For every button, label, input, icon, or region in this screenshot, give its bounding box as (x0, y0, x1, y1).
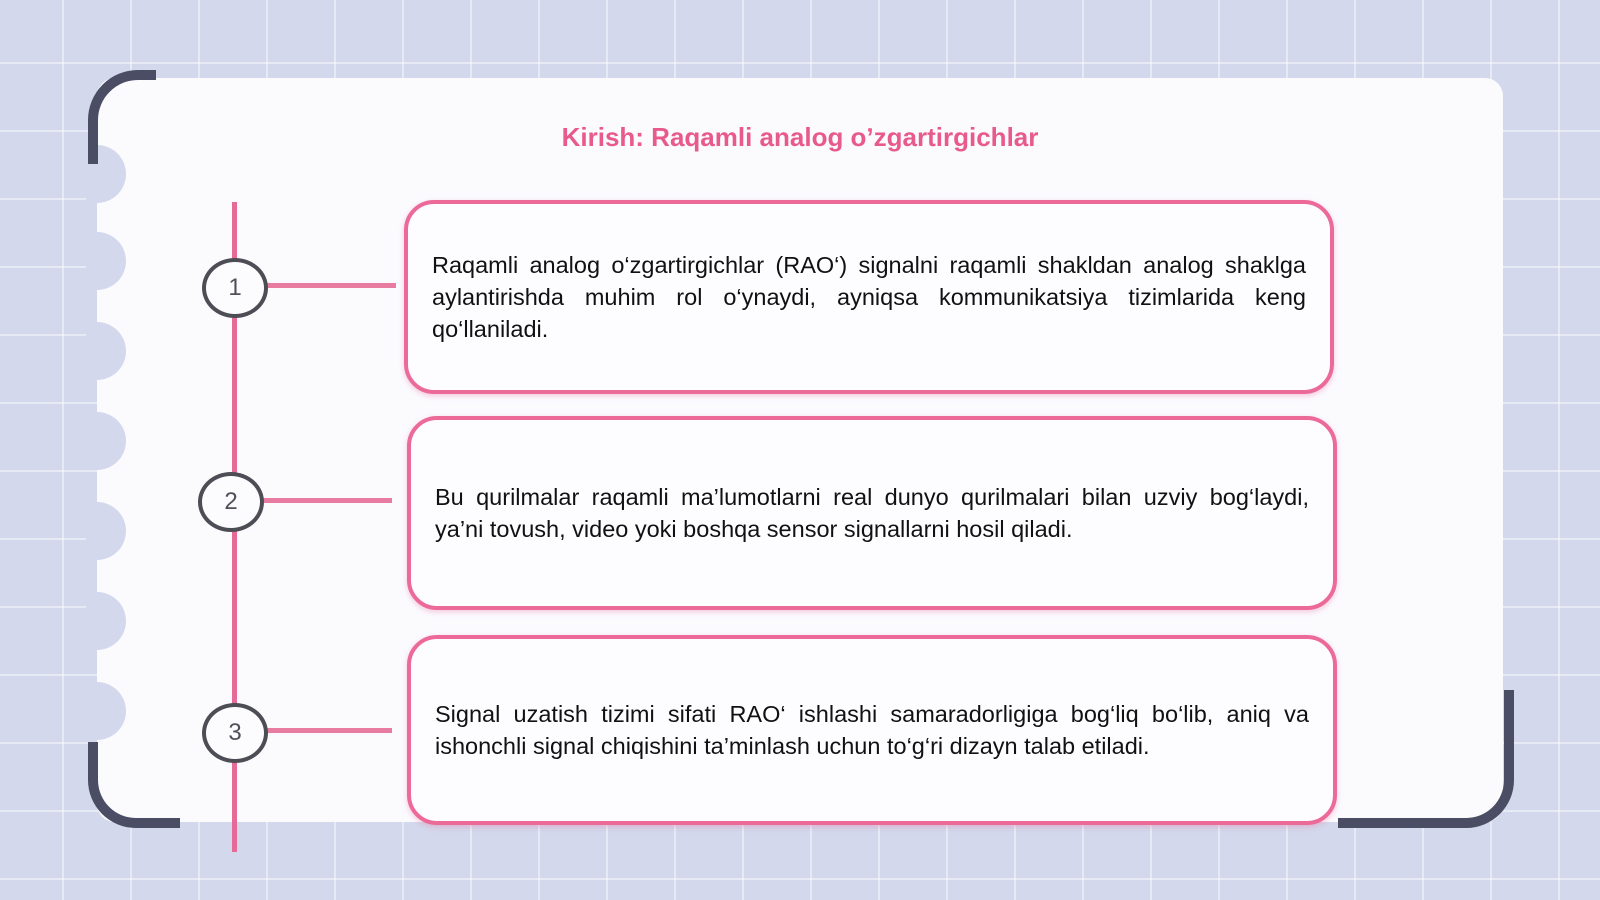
timeline-node-2 (198, 472, 264, 532)
timeline-connector (264, 728, 392, 733)
slide-title: Kirish: Raqamli analog oʼzgartirgichlar (561, 122, 1039, 152)
step-number: 1 (228, 274, 242, 301)
content-card-2 (407, 416, 1337, 610)
step-number: 2 (224, 488, 238, 515)
content-card-1 (404, 200, 1334, 394)
timeline-node-3 (202, 703, 268, 763)
timeline-connector (262, 498, 392, 503)
content-card-3 (407, 635, 1337, 825)
timeline-connector (264, 283, 396, 288)
timeline-node-1 (202, 258, 268, 318)
step-number: 3 (228, 719, 242, 746)
frame-corner-bottom-right (1338, 690, 1514, 828)
card-text: Signal uzatish tizimi sifati RAO‘ ishlashi samaradorligiga bog‘liq bo‘lib, aniq va ishonchli signal chiqishini ta’minlash uchun to‘g‘ri dizayn talab etiladi. (435, 701, 1309, 759)
card-text: Bu qurilmalar raqamli ma’lumotlarni real dunyo qurilmalari bilan uzviy bog‘laydi, ya’ni tovush, video yoki boshqa sensor signallarni hosil qiladi. (435, 484, 1309, 542)
card-text: Raqamli analog o‘zgartirgichlar (RAO‘) signalni raqamli shakldan analog shaklga aylantirishda muhim rol o‘ynaydi, ayniqsa kommunikatsiya tizimlarida keng qo‘llaniladi. (432, 252, 1306, 342)
